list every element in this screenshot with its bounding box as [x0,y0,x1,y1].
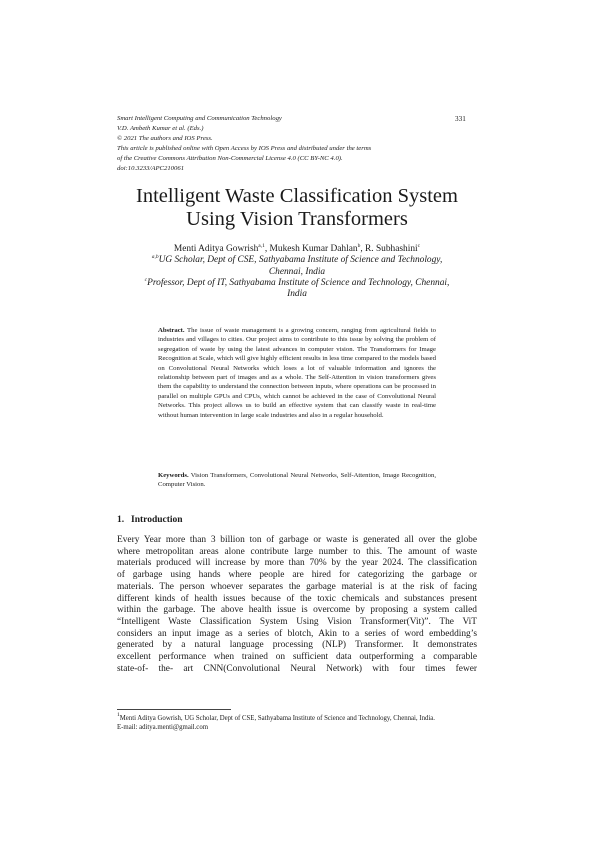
abstract-label: Abstract. [158,327,185,334]
title-line-1: Intelligent Waste Classification System [136,185,458,207]
keywords-text: Vision Transformers, Convolutional Neural Networks, Self-Attention, Image Recognition, Computer Vision. [158,472,436,489]
section-heading [117,515,183,525]
footnote-mark: 1 [117,712,120,718]
paragraph-line: generated by a natural language processing (NLP) Transformer. It demonstrates [117,640,477,651]
affiliation-1 [117,255,477,266]
footnote-email: E-mail: aditya.menti@gmail.com [117,724,209,732]
abstract-text: The issue of waste management is a growing concern, ranging from agricultural fields to industries and villages to cities. Our project aims to contribute to this issue by solving the problem of segregation of waste by using the latest advances in computer vision. The Transformers for Image Recognition at Scale, which will give highly efficient results in less time compared to the models based on Convolutional Neural Networks which loses a lot of valuable information and ignores the relationship between part of images and as a whole. The Self-Attention in vision transformers gives them the capability to understand the connection between inputs, where operations can be processed in parallel on multiple GPUs and CPUs, which cannot be achieved in the case of Convolutional Neural Networks. This project allows us to build an effective system that can classify waste in real-time without human intervention in large scale industries and also in a regular household. [158,327,436,419]
affiliation-1-continued: Chennai, India [268,266,326,277]
keywords-label: Keywords. [158,472,189,479]
affiliation-2 [117,278,477,289]
running-header [117,114,477,175]
author-affiliation-mark: b [357,243,361,249]
paragraph-line: materials. The person whoever separates the garbage material is at the risk of facing [117,581,477,592]
author-name: , Mukesh Kumar Dahlan [264,244,358,254]
header-line: Smart Intelligent Computing and Communication Technology [117,115,282,122]
paragraph-line: different kinds of health issues because of the toxic chemicals and substances present [117,593,477,604]
footnote [117,714,477,733]
header-line: of the Creative Commons Attribution Non-Commercial License 4.0 (CC BY-NC 4.0). [117,155,343,163]
paragraph-line: where metropolitan areas alone contribute large number to this. The amount of waste [117,546,477,557]
author-block [117,244,477,300]
header-line: This article is published online with Open Access by IOS Press and distributed under the terms [117,145,372,153]
author-affiliation-mark: c [417,243,421,249]
header-line: V.D. Ambeth Kumar et al. (Eds.) [117,125,204,133]
footnote-text: Menti Aditya Gowrish, UG Scholar, Dept of CSE, Sathyabama Institute of Science and Technology, Chennai, India. [119,715,435,722]
author-names [117,244,477,255]
page-number: 331 [455,115,466,123]
affiliation-text: Professor, Dept of IT, Sathyabama Institute of Science and Technology, Chennai, [147,277,450,288]
introduction-paragraph [117,535,477,675]
author-affiliation-mark: a,1 [258,243,265,249]
section-number: 1. [117,515,125,525]
header-line: © 2021 The authors and IOS Press. [117,135,213,143]
author-name: , R. Subhashini [360,244,418,254]
affiliation-mark: a,b [151,254,159,261]
section-title: Introduction [131,515,183,525]
header-line: doi:10.3233/APC210061 [117,165,185,173]
footnote-divider [117,709,231,710]
paragraph-line: materials produced will increase by more than 70% by the year 2024. The classification [117,558,477,569]
affiliation-text: UG Scholar, Dept of CSE, Sathyabama Institute of Science and Technology, [158,255,443,266]
paragraph-line: state-of- the- art CNN(Convolutional Neural Network) with four times fewer [117,663,477,674]
abstract [158,326,436,420]
paragraph-line: Every Year more than 3 billion ton of garbage or waste is generated all over the globe [117,535,477,545]
paragraph-line: “Intelligent Waste Classification System Using Vision Transformer(Vit)”. The ViT [117,616,477,627]
affiliation-mark: c [144,276,148,283]
paper-title [117,185,477,231]
affiliation-2-continued: India [287,289,307,300]
paragraph-line: of garbage using hands where people are hired for categorizing the garbage or [117,570,477,581]
author-name: Menti Aditya Gowrish [173,244,259,254]
keywords [158,471,436,490]
paragraph-line: excellent performance when trained on sufficient data outperforming a comparable [117,652,477,663]
paragraph-line: within the garbage. The above health issue is overcome by proposing a system called [117,605,477,616]
title-line-2: Using Vision Transformers [186,208,408,230]
paragraph-line: considers an input image as a series of blotch, Akin to a series of word embedding’s [117,628,477,639]
